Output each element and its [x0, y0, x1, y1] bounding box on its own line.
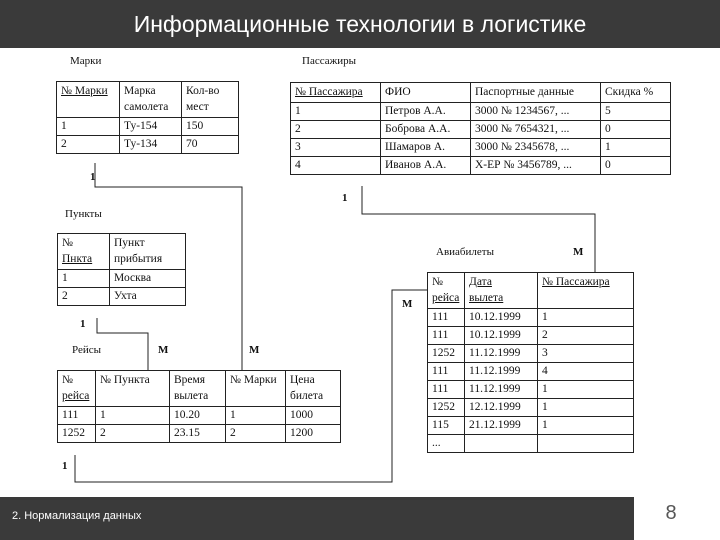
column-header: № рейса [428, 273, 465, 309]
table-cell: Москва [110, 270, 186, 288]
table-header-row [428, 273, 634, 309]
table-label-aviabilety: Авиабилеты [436, 246, 494, 258]
table-cell: 150 [182, 118, 239, 136]
column-header: № Марки [57, 82, 120, 118]
table-cell: 23.15 [170, 425, 226, 443]
table-marki [56, 81, 239, 154]
table-cell: 2 [57, 136, 120, 154]
column-header: № Марки [226, 371, 286, 407]
table-cell: 2 [226, 425, 286, 443]
table-label-passazhiry: Пассажиры [302, 55, 356, 67]
table-row [58, 270, 186, 288]
table-cell: 111 [428, 381, 465, 399]
column-header: Марка самолета [120, 82, 182, 118]
table-cell: 1252 [58, 425, 96, 443]
table-cell: 10.12.1999 [465, 309, 538, 327]
table-cell: 111 [428, 309, 465, 327]
table-cell: Боброва А.А. [381, 121, 471, 139]
table-cell: 2 [291, 121, 381, 139]
table-cell: 0 [601, 157, 671, 175]
column-header: № Пассажира [538, 273, 634, 309]
table-row [58, 407, 341, 425]
footer-section-label: 2. Нормализация данных [12, 510, 142, 522]
table-cell: 5 [601, 103, 671, 121]
table-cell: 4 [538, 363, 634, 381]
column-header: Кол-во мест [182, 82, 239, 118]
table-cell: 1 [538, 309, 634, 327]
table-punkty [57, 233, 186, 306]
column-header: Скидка % [601, 83, 671, 103]
column-header: № Пункта [96, 371, 170, 407]
column-header: ФИО [381, 83, 471, 103]
cardinality-label: М [402, 298, 413, 310]
table-cell: 3 [538, 345, 634, 363]
table-cell: 10.20 [170, 407, 226, 425]
cardinality-label: 1 [80, 318, 86, 330]
table-header-row [58, 371, 341, 407]
link-passazhiry-aviabilety [362, 186, 595, 272]
column-header: Дата вылета [465, 273, 538, 309]
column-header: Пункт прибытия [110, 234, 186, 270]
cardinality-label: М [573, 246, 584, 258]
table-row [57, 118, 239, 136]
table-row [428, 309, 634, 327]
table-cell: 111 [428, 327, 465, 345]
table-cell: 115 [428, 417, 465, 435]
table-row [291, 157, 671, 175]
table-cell: 70 [182, 136, 239, 154]
table-cell: 12.12.1999 [465, 399, 538, 417]
table-cell: 4 [291, 157, 381, 175]
column-header: Паспортные данные [471, 83, 601, 103]
table-cell: ... [428, 435, 465, 453]
table-cell: 2 [538, 327, 634, 345]
cardinality-label: 1 [62, 460, 68, 472]
table-row [428, 381, 634, 399]
footer-bar [0, 497, 634, 540]
table-cell: Петров А.А. [381, 103, 471, 121]
table-cell: 10.12.1999 [465, 327, 538, 345]
table-cell: 1000 [286, 407, 341, 425]
table-cell: 111 [58, 407, 96, 425]
slide-title: Информационные технологии в логистике [133, 11, 587, 37]
table-label-marki: Марки [70, 55, 102, 67]
table-cell: 1 [601, 139, 671, 157]
table-row [58, 288, 186, 306]
table-cell: 3000 № 7654321, ... [471, 121, 601, 139]
table-label-reisy: Рейсы [72, 344, 102, 356]
table-header-row [57, 82, 239, 118]
table-row [428, 363, 634, 381]
table-cell: 11.12.1999 [465, 381, 538, 399]
table-cell: 1252 [428, 399, 465, 417]
table-row [291, 121, 671, 139]
column-header: Время вылета [170, 371, 226, 407]
column-header: № Пнкта [58, 234, 110, 270]
table-cell: 0 [601, 121, 671, 139]
cardinality-label: М [249, 344, 260, 356]
table-cell: 11.12.1999 [465, 363, 538, 381]
table-cell: 11.12.1999 [465, 345, 538, 363]
table-cell: 1 [538, 399, 634, 417]
table-row [291, 103, 671, 121]
table-cell: 21.12.1999 [465, 417, 538, 435]
table-cell: 1 [226, 407, 286, 425]
table-cell: 1 [96, 407, 170, 425]
table-row [428, 417, 634, 435]
table-cell [538, 435, 634, 453]
table-cell [465, 435, 538, 453]
table-cell: Ухта [110, 288, 186, 306]
cardinality-label: 1 [342, 192, 348, 204]
cardinality-label: 1 [90, 171, 96, 183]
table-label-punkty: Пункты [65, 208, 102, 220]
link-punkty-reisy [97, 318, 148, 370]
table-cell: Ту-134 [120, 136, 182, 154]
table-header-row [291, 83, 671, 103]
table-row [428, 435, 634, 453]
table-cell: Иванов А.А. [381, 157, 471, 175]
table-cell: 1 [57, 118, 120, 136]
table-cell: Х-ЕР № 3456789, ... [471, 157, 601, 175]
table-aviabilety [427, 272, 634, 453]
table-cell: 1 [538, 417, 634, 435]
column-header: № рейса [58, 371, 96, 407]
table-cell: 1 [58, 270, 110, 288]
column-header: Цена билета [286, 371, 341, 407]
page-number: 8 [665, 502, 677, 524]
table-header-row [58, 234, 186, 270]
table-row [428, 345, 634, 363]
table-cell: 1200 [286, 425, 341, 443]
table-cell: Шамаров А. [381, 139, 471, 157]
table-row [57, 136, 239, 154]
table-cell: 2 [96, 425, 170, 443]
table-passazhiry [290, 82, 671, 175]
table-row [58, 425, 341, 443]
cardinality-label: М [158, 344, 169, 356]
column-header: № Пассажира [291, 83, 381, 103]
table-cell: 1252 [428, 345, 465, 363]
table-row [428, 399, 634, 417]
table-cell: Ту-154 [120, 118, 182, 136]
table-cell: 3 [291, 139, 381, 157]
table-row [428, 327, 634, 345]
table-cell: 3000 № 2345678, ... [471, 139, 601, 157]
table-cell: 2 [58, 288, 110, 306]
table-cell: 1 [291, 103, 381, 121]
table-cell: 1 [538, 381, 634, 399]
table-cell: 3000 № 1234567, ... [471, 103, 601, 121]
table-row [291, 139, 671, 157]
table-cell: 111 [428, 363, 465, 381]
table-reisy [57, 370, 341, 443]
